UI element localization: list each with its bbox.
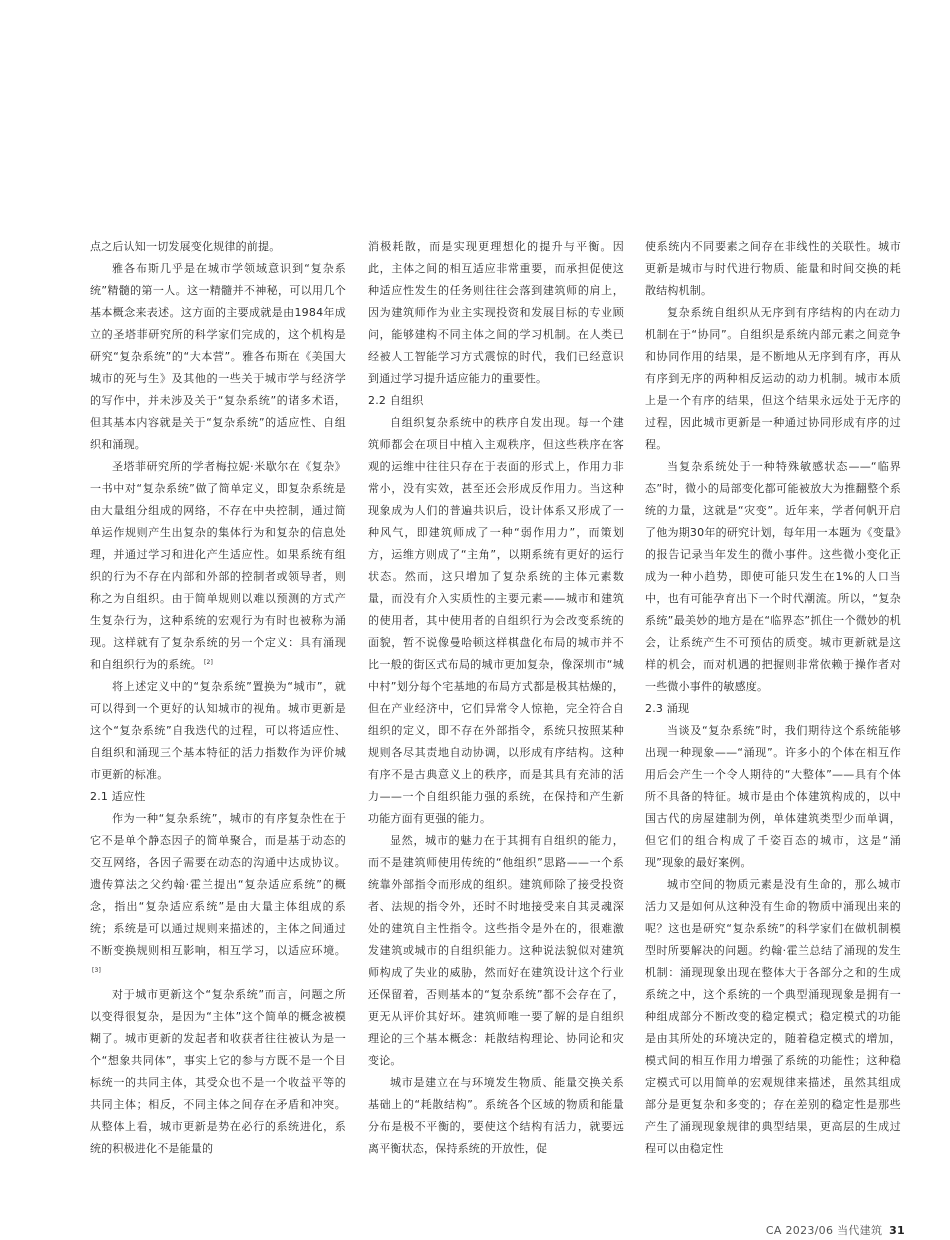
- paragraph: 复杂系统自组织从无序到有序结构的内在动力机制在于“协同”。自组织是系统内部元素之间竞争和协同作用的结果，是不断地从无序到有序，再从有序到无序的两种相反运动的动力机制。城市本质上是一个有序的结果，但这个结果永远处于无序的过程，因此城市更新是一种通过协同形成有序的过程。: [645, 306, 901, 451]
- section-heading: 2.3 涌现: [645, 702, 690, 715]
- paragraph: 消极耗散，而是实现更理想化的提升与平衡。因此，主体之间的相互适应非常重要，而承担促使这种适应性发生的任务则往往会落到建筑师的肩上，因为建筑师作为业主实现投资和发展目标的专业顾问，能够建构不同主体之间的学习机制。在人类已经被人工智能学习方式震惊的时代，我们已经意识到通过学习提升适应能力的重要性。: [368, 240, 624, 385]
- paragraph: 对于城市更新这个“复杂系统”而言，问题之所以变得很复杂，是因为“主体”这个简单的概念被模糊了。城市更新的发起者和收获者往往被认为是一个“想象共同体”，事实上它的参与方既不是一个目标统一的共同主体，其受众也不是一个收益平等的共同主体；相反，不同主体之间存在矛盾和冲突。从整体上看，城市更新是势在必行的系统进化，系统的积极进化不是能量的: [90, 988, 346, 1155]
- text-column-3: [645, 236, 901, 1160]
- page-number: 31: [889, 1224, 905, 1237]
- paragraph-text: 作为一种“复杂系统”，城市的有序复杂性在于它不是单个静态因子的简单聚合，而是基于动态的交互网络，各因子需要在动态的沟通中达成协议。遗传算法之父约翰·霍兰提出“复杂适应系统”的概念，指出“复杂适应系统”是由大量主体组成的系统；系统是可以通过规则来描述的，主体之间通过不断变换规则相互影响，相互学习，以适应环境。: [90, 812, 346, 957]
- paragraph: 将上述定义中的“复杂系统”置换为“城市”，就可以得到一个更好的认知城市的视角。城市更新是这个“复杂系统”自我迭代的过程，可以将适应性、自组织和涌现三个基本特征的活力指数作为评价城市更新的标准。: [90, 680, 346, 781]
- paragraph: 自组织复杂系统中的秩序自发出现。每一个建筑师都会在项目中植入主观秩序，但这些秩序在客观的运维中往往只存在于表面的形式上，作用力非常小，没有实效，甚至还会形成反作用力。当这种现象成为人们的普遍共识后，设计体系又形成了一种风气，即建筑师成了一种“弱作用力”，而策划方，运维方则成了“主角”，以期系统有更好的运行状态。然而，这只增加了复杂系统的主体元素数量，而没有介入实质性的主要元素——城市和建筑的使用者，其中使用者的自组织行为会改变系统的面貌，暂不说像曼哈顿这样棋盘化布局的城市并不比一般的街区式布局的城市更加复杂，像深圳市“城中村”划分每个宅基地的布局方式都是极其枯燥的，但在产业经济中，它们异常令人惊艳，完全符合自组织的定义，即不存在外部指令，系统只按照某种规则各尽其责地自动协调，以形成有序结构。这种有序不是古典意义上的秩序，而是其具有充沛的活力——一个自组织能力强的系统，在保持和产生新功能方面有更强的能力。: [368, 416, 624, 825]
- journal-name: CA 2023/06 当代建筑: [765, 1224, 883, 1237]
- paragraph: [90, 456, 346, 676]
- paragraph-text: 圣塔菲研究所的学者梅拉妮·米歇尔在《复杂》一书中对“复杂系统”做了简单定义，即复杂系统是由大量组分组成的网络，不存在中央控制，通过简单运作规则产生出复杂的集体行为和复杂的信息处理，并通过学习和进化产生适应性。如果系统有组织的行为不存在内部和外部的控制者或领导者，则称之为自组织。由于简单规则以难以预测的方式产生复杂行为，这种系统的宏观行为有时也被称为涌现。这样就有了复杂系统的另一个定义：具有涌现和自组织行为的系统。: [90, 460, 346, 671]
- page-footer: [766, 1222, 905, 1238]
- paragraph: 城市是建立在与环境发生物质、能量交换关系基础上的“耗散结构”。系统各个区域的物质和能量分布是极不平衡的，要使这个结构有活力，就要远离平衡状态，保持系统的开放性，促: [368, 1076, 624, 1155]
- paragraph: 显然，城市的魅力在于其拥有自组织的能力，而不是建筑师使用传统的“他组织”思路——一个系统靠外部指令而形成的组织。建筑师除了接受投资者、法规的指令外，还时不时地接受来自其灵魂深处的建筑自主性指令。这些指令是外在的，很难激发建筑或城市的自组织能力。这种说法貌似对建筑师构成了失业的威胁，然而好在建筑设计这个行业还保留着，否则基本的“复杂系统”都不会存在了，更无从评价其好坏。建筑师唯一要了解的是自组织理论的三个基本概念：耗散结构理论、协同论和灾变论。: [368, 834, 624, 1067]
- paragraph: 城市空间的物质元素是没有生命的，那么城市活力又是如何从这种没有生命的物质中涌现出来的呢？这也是研究“复杂系统”的科学家们在做机制模型时所要解决的问题。约翰·霍兰总结了涌现的发生机制：涌现现象出现在整体大于各部分之和的生成系统之中，这个系统的一个典型涌现现象是拥有一种组成部分不断改变的稳定模式；稳定模式的功能是由其所处的环境决定的，随着稳定模式的增加，模式间的相互作用力增强了系统的功能性；这种稳定模式可以用简单的宏观规律来描述，虽然其组成部分是更复杂和多变的；存在差别的稳定性是那些产生了涌现现象规律的典型结果，更高层的生成过程可以由稳定性: [645, 878, 901, 1155]
- reference-mark: [2]: [204, 659, 214, 666]
- paragraph: 点之后认知一切发展变化规律的前提。: [90, 240, 281, 253]
- paragraph: 使系统内不同要素之间存在非线性的关联性。城市更新是城市与时代进行物质、能量和时间交换的耗散结构机制。: [645, 240, 901, 297]
- reference-mark: [3]: [92, 967, 102, 974]
- text-column-1: [90, 236, 346, 1160]
- paragraph: 当复杂系统处于一种特殊敏感状态——“临界态”时，微小的局部变化都可能被放大为推翻整个系统的力量，这就是“灾变”。近年来，学者何帆开启了他为期30年的研究计划，每年用一本题为《变量》的报告记录当年发生的微小事件。这些微小变化正成为一种小趋势，即使可能只发生在1%的人口当中，也有可能孕育出下一个时代潮流。所以，“复杂系统”最美妙的地方是在“临界态”抓住一个微妙的机会，让系统产生不可预估的质变。城市更新就是这样的机会，而对机遇的把握则非常依赖于操作者对一些微小事件的敏感度。: [645, 460, 901, 693]
- section-heading: 2.2 自组织: [368, 394, 424, 407]
- paragraph: [90, 808, 346, 984]
- section-heading: 2.1 适应性: [90, 790, 146, 803]
- text-column-2: [368, 236, 624, 1160]
- paragraph: 雅各布斯几乎是在城市学领域意识到“复杂系统”精髓的第一人。这一精髓并不神秘，可以用几个基本概念来表述。这方面的主要成就是由1984年成立的圣塔菲研究所的科学家们完成的，这个机构是研究“复杂系统”的“大本营”。雅各布斯在《美国大城市的死与生》及其他的一些关于城市学与经济学的写作中，并未涉及关于“复杂系统”的诸多术语，但其基本内容就是关于“复杂系统”的适应性、自组织和涌现。: [90, 262, 346, 451]
- paragraph: 当谈及“复杂系统”时，我们期待这个系统能够出现一种现象——“涌现”。许多小的个体在相互作用后会产生一个令人期待的“大整体”——具有个体所不具备的特征。城市是由个体建筑构成的，以中国古代的房屋建制为例，单体建筑类型少而单调，但它们的组合构成了千姿百态的城市，这是“涌现”现象的最好案例。: [645, 724, 901, 869]
